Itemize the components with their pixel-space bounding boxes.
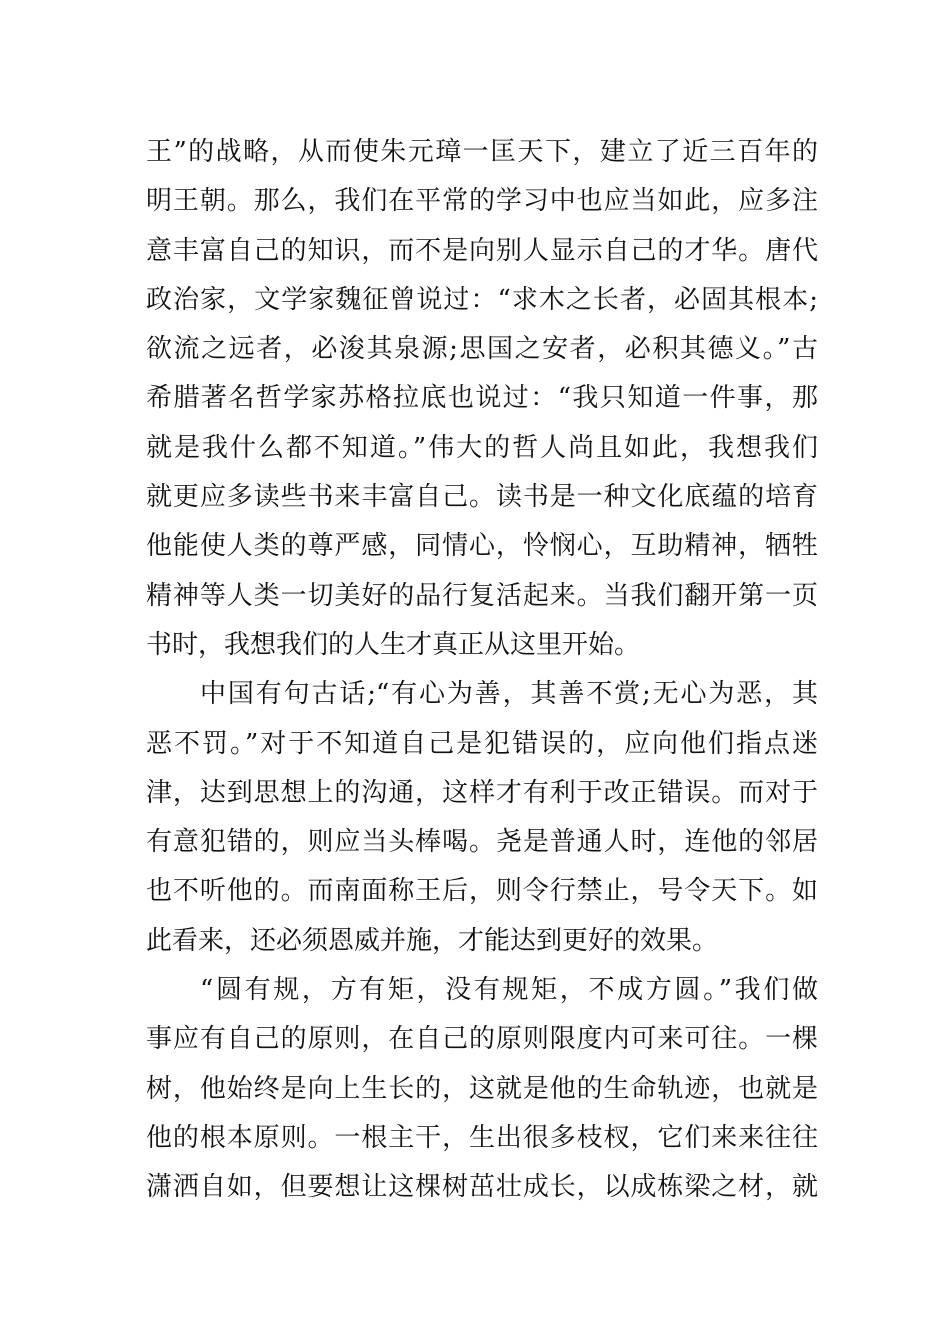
paragraph-2 (146, 670, 818, 966)
text-line: 恶不罚。”对于不知道自己是犯错误的，应向他们指点迷 (146, 728, 818, 759)
paragraph-1 (146, 128, 818, 670)
text-line: “圆有规，方有矩，没有规矩，不成方圆。”我们做 (200, 975, 818, 1006)
text-line: 事应有自己的原则，在自己的原则限度内可来可往。一棵 (146, 1024, 818, 1055)
text-line: 书时，我想我们的人生才真正从这里开始。 (146, 629, 641, 660)
paragraph-3 (146, 966, 818, 1212)
text-line: 意丰富自己的知识，而不是向别人显示自己的才华。唐代 (146, 235, 818, 266)
text-line: 王”的战略，从而使朱元璋一匡天下，建立了近三百年的 (146, 137, 818, 167)
text-line: 潇洒自如，但要想让这棵树茁壮成长，以成栋梁之材，就 (146, 1172, 818, 1203)
text-line: 有意犯错的，则应当头棒喝。尧是普通人时，连他的邻居 (146, 827, 818, 858)
text-line: 就是我什么都不知道。”伟大的哲人尚且如此，我想我们 (146, 432, 818, 463)
text-line: 津，达到思想上的沟通，这样才有利于改正错误。而对于 (146, 777, 818, 808)
text-line: 希腊著名哲学家苏格拉底也说过：“我只知道一件事，那 (146, 383, 818, 414)
text-line: 就更应多读些书来丰富自己。读书是一种文化底蕴的培育 (146, 482, 818, 513)
text-line: 也不听他的。而南面称王后，则令行禁止，号令天下。如 (146, 876, 818, 907)
text-line: 精神等人类一切美好的品行复活起来。当我们翻开第一页 (146, 580, 818, 611)
text-line: 他的根本原则。一根主干，生出很多枝杈，它们来来往往 (146, 1122, 818, 1153)
document-body (146, 128, 818, 1213)
text-line: 此看来，还必须恩威并施，才能达到更好的效果。 (146, 925, 719, 956)
text-line: 他能使人类的尊严感，同情心，怜悯心，互助精神，牺牲 (146, 531, 818, 562)
text-line: 欲流之远者，必浚其泉源;思国之安者，必积其德义。”古 (146, 334, 818, 365)
text-line: 政治家，文学家魏征曾说过：“求木之长者，必固其根本; (146, 284, 818, 315)
text-line: 中国有句古话;“有心为善，其善不赏;无心为恶，其 (200, 679, 818, 710)
text-line: 明王朝。那么，我们在平常的学习中也应当如此，应多注 (146, 186, 818, 217)
text-line: 树，他始终是向上生长的，这就是他的生命轨迹，也就是 (146, 1073, 818, 1104)
